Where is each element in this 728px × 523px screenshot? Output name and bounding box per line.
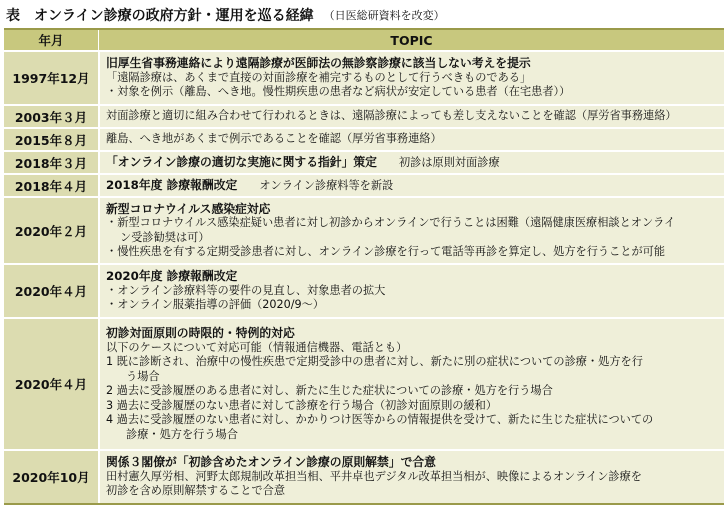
row-date: 2003年３月 <box>4 106 98 127</box>
table-row <box>4 104 724 127</box>
table-header <box>4 30 724 50</box>
topic-line: 田村憲久厚労相、河野太郎規制改革担当相、平井卓也デジタル改革担当相が、映像によるオンライン診療を <box>106 469 642 483</box>
topic-heading: 2020年度 診療報酬改定 <box>106 269 238 284</box>
table-row <box>4 150 724 173</box>
table-row <box>4 127 724 150</box>
row-topic <box>98 129 724 150</box>
row-date: 2018年３月 <box>4 152 98 173</box>
table-row <box>4 317 724 449</box>
table-row <box>4 173 724 196</box>
caption-tag: 表 <box>6 8 20 24</box>
topic-note: 初診は原則対面診療 <box>398 155 500 169</box>
row-topic <box>98 198 724 263</box>
topic-item: 2 過去に受診履歴のある患者に対し、新たに生じた症状についての診療・処方を行う場合 <box>106 384 553 397</box>
topic-item: う場合 <box>126 369 160 383</box>
row-date: 2020年４月 <box>4 265 98 317</box>
topic-line: 初診を含め原則解禁することで合意 <box>106 484 286 498</box>
table-caption <box>4 2 724 28</box>
topic-heading: 初診対面原則の時限的・特例的対応 <box>106 326 295 340</box>
row-topic <box>98 451 724 503</box>
topic-line: 「遠隔診療は、あくまで直接の対面診療を補完するものとして行うべきものである」 <box>106 70 532 84</box>
topic-heading: 「オンライン診療の適切な実施に関する指針」策定 <box>106 154 377 169</box>
topic-item: 診療・処方を行う場合 <box>126 427 238 441</box>
row-date: 1997年12月 <box>4 52 98 104</box>
topic-item: 1 既に診断され、治療中の慢性疾患で定期受診中の患者に対し、新たに別の症状についての診療・処方を行 <box>106 355 643 368</box>
row-topic <box>98 265 724 317</box>
topic-heading: 旧厚生省事務連絡により遠隔診療が医師法の無診察診療に該当しない考えを提示 <box>106 56 531 71</box>
topic-line: 離島、へき地があくまで例示であることを確認（厚労省事務連絡） <box>106 132 442 146</box>
topic-note: オンライン診療料等を新設 <box>259 178 394 192</box>
header-topic: TOPIC <box>98 30 724 50</box>
topic-heading: 関係３閣僚が「初診含めたオンライン診療の原則解禁」で合意 <box>106 455 436 470</box>
topic-line <box>106 155 718 171</box>
caption-title: オンライン診療の政府方針・運用を巡る経緯 <box>34 8 314 24</box>
topic-line <box>106 178 718 194</box>
topic-line: ・慢性疾患を有する定期受診患者に対し、オンライン診療を行って電話等再診を算定し、処方を行うことが可能 <box>106 245 666 258</box>
row-date: 2020年４月 <box>4 319 98 449</box>
topic-heading: 新型コロナウイルス感染症対応 <box>106 201 271 216</box>
table-row <box>4 50 724 104</box>
topic-line: 対面診療と適切に組み合わせて行われるときは、遠隔診療によっても差し支えないことを確認（厚労省事務連絡） <box>106 109 677 123</box>
table-row <box>4 196 724 263</box>
row-topic <box>98 152 724 173</box>
row-date: 2015年８月 <box>4 129 98 150</box>
topic-intro: 以下のケースについて対応可能（情報通信機器、電話とも） <box>106 340 408 354</box>
header-date: 年月 <box>38 33 64 48</box>
topic-item: 3 過去に受診履歴のない患者に対して診療を行う場合（初診対面原則の緩和） <box>106 398 498 412</box>
row-topic <box>98 106 724 127</box>
row-topic <box>98 175 724 196</box>
table-row <box>4 449 724 503</box>
topic-line: ・オンライン服薬指導の評価（2020/9～） <box>106 298 325 312</box>
topic-line: ・対象を例示（離島、へき地。慢性期疾患の患者など病状が安定している患者（在宅患者）） <box>106 85 571 99</box>
table-row <box>4 263 724 317</box>
topic-line: ・オンライン診療料等の要件の見直し、対象患者の拡大 <box>106 283 386 297</box>
caption-source: （日医総研資料を改変） <box>323 9 445 22</box>
topic-line: ・新型コロナウイルス感染症疑い患者に対し初診からオンラインで行うことは困難（遠隔健康医療相談とオンライ <box>106 216 676 229</box>
topic-item: 4 過去に受診履歴のない患者に対し、かかりつけ医等からの情報提供を受けて、新たに生じた症状についての <box>106 413 654 426</box>
topic-line: ン受診勧奨は可） <box>120 230 210 244</box>
row-date: 2020年２月 <box>4 198 98 263</box>
topic-heading: 2018年度 診療報酬改定 <box>106 177 238 192</box>
row-date: 2020年10月 <box>4 451 98 503</box>
row-topic <box>98 319 724 449</box>
row-topic <box>98 52 724 104</box>
row-date: 2018年４月 <box>4 175 98 196</box>
history-table <box>4 28 724 505</box>
